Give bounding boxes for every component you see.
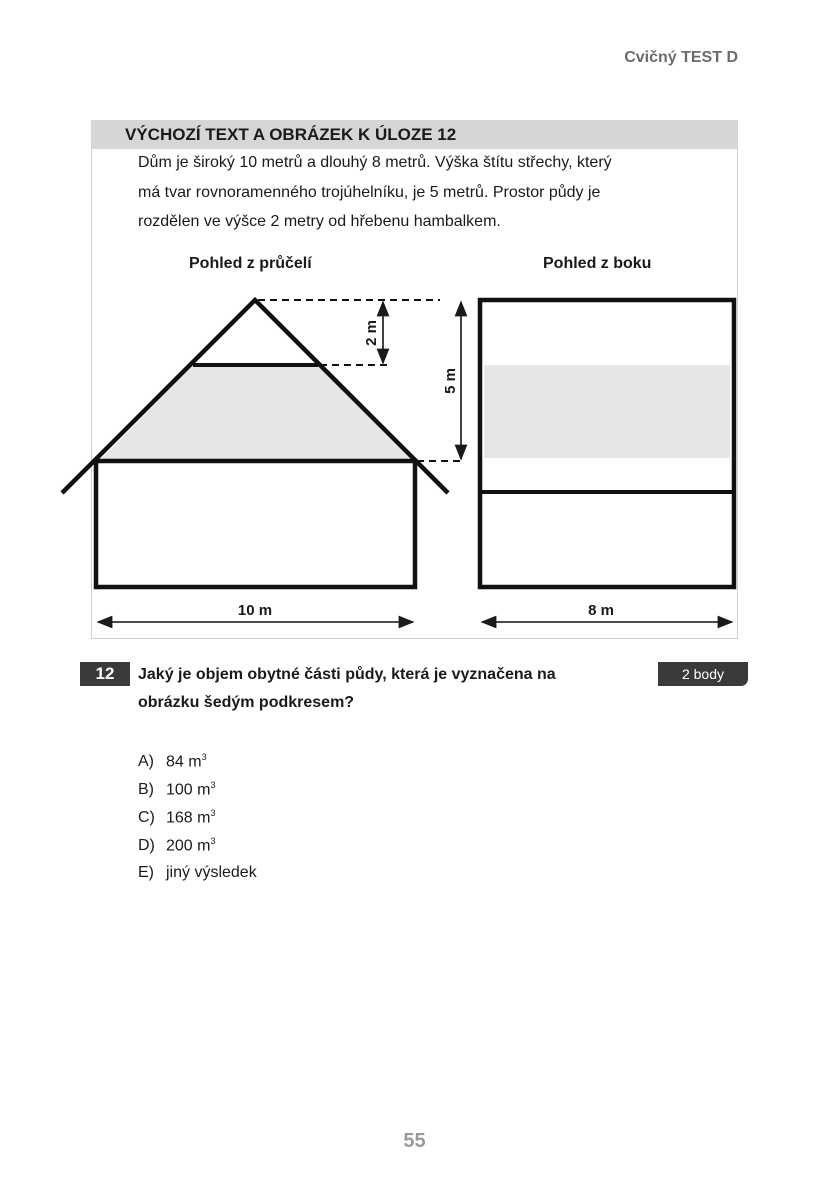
- side-shaded-area: [484, 365, 730, 458]
- option-letter: C): [138, 809, 155, 827]
- answer-option-e[interactable]: [138, 864, 257, 882]
- option-letter: E): [138, 864, 154, 881]
- answer-option-c[interactable]: [138, 808, 215, 827]
- question-text: Jaký je objem obytné části půdy, která je vyznačena na: [138, 666, 556, 683]
- option-exponent: 3: [210, 808, 216, 818]
- question-number-badge: 12: [80, 662, 130, 686]
- intro-line: rozdělen ve výšce 2 metry od hřebenu hambalkem.: [138, 213, 501, 230]
- dim-label-width: 10 m: [237, 602, 273, 619]
- page-number: 55: [403, 1130, 426, 1152]
- running-head: Cvičný TEST D: [624, 49, 738, 66]
- question-text: obrázku šedým podkresem?: [138, 694, 355, 711]
- front-view-label: Pohled z průčelí: [189, 255, 312, 272]
- dim-label-length: 8 m: [588, 602, 614, 619]
- option-value: 100 m: [166, 781, 211, 799]
- option-letter: B): [138, 781, 154, 799]
- option-letter: D): [138, 837, 155, 855]
- source-box-title: VÝCHOZÍ TEXT A OBRÁZEK K ÚLOZE 12: [125, 125, 457, 144]
- answer-option-a[interactable]: [138, 752, 207, 771]
- answer-option-d[interactable]: [138, 836, 215, 855]
- dim-label-2m: 2 m: [363, 320, 380, 346]
- intro-line: má tvar rovnoramenného trojúhelníku, je 5 metrů. Prostor půdy je: [138, 184, 601, 201]
- option-value: 200 m: [166, 837, 211, 855]
- option-value: 168 m: [166, 809, 211, 827]
- option-exponent: 3: [210, 836, 216, 846]
- option-value: 84 m: [166, 753, 202, 771]
- option-exponent: 3: [201, 752, 207, 762]
- option-value: jiný výsledek: [166, 864, 257, 881]
- side-view-label: Pohled z boku: [543, 255, 652, 272]
- intro-line: Dům je široký 10 metrů a dlouhý 8 metrů. Výška štítu střechy, který: [138, 154, 612, 171]
- option-letter: A): [138, 753, 154, 771]
- dim-label-5m: 5 m: [442, 368, 459, 394]
- points-badge: 2 body: [658, 662, 748, 686]
- option-exponent: 3: [210, 780, 216, 790]
- house-front-wall: [96, 461, 415, 587]
- answer-option-b[interactable]: [138, 780, 215, 799]
